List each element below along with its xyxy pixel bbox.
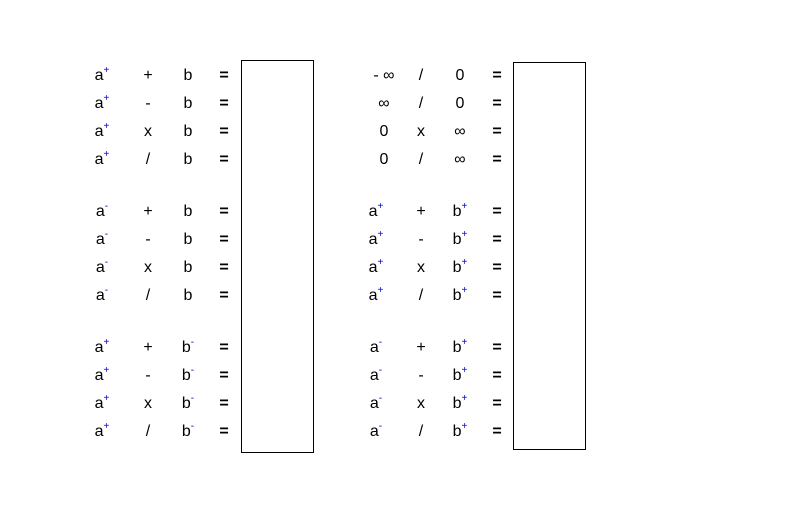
operand-b: b+ — [452, 228, 468, 248]
operator: + — [416, 203, 426, 220]
equals-sign: = — [492, 287, 502, 304]
operator: - — [145, 367, 151, 384]
operand-b: b — [183, 123, 193, 140]
equals-sign: = — [492, 67, 502, 84]
equals-sign: = — [492, 339, 502, 356]
operand-b: b — [183, 95, 193, 112]
operand-b: 0 — [455, 67, 465, 84]
operand-a: ∞ — [378, 95, 390, 112]
operator: + — [143, 67, 153, 84]
operand-b: b+ — [452, 284, 468, 304]
equals-sign: = — [492, 151, 502, 168]
equals-sign: = — [492, 95, 502, 112]
operand-a: a+ — [94, 364, 110, 384]
operand-a: a+ — [94, 120, 110, 140]
operator: / — [145, 151, 151, 168]
operand-a: - ∞ — [373, 67, 395, 84]
operand-a: 0 — [379, 123, 389, 140]
operand-b: b- — [181, 420, 195, 440]
operator: + — [143, 339, 153, 356]
equals-sign: = — [219, 231, 229, 248]
operator: x — [417, 395, 425, 412]
operand-b: ∞ — [454, 123, 466, 140]
equals-sign: = — [219, 339, 229, 356]
operator: / — [418, 423, 424, 440]
equals-sign: = — [492, 395, 502, 412]
equals-sign: = — [219, 423, 229, 440]
operand-b: b — [183, 151, 193, 168]
operand-b: b- — [181, 336, 195, 356]
operator: + — [143, 203, 153, 220]
operator: - — [145, 231, 151, 248]
equals-sign: = — [219, 259, 229, 276]
operand-b: b — [183, 67, 193, 84]
equals-sign: = — [219, 287, 229, 304]
operator: x — [144, 259, 152, 276]
operator: / — [418, 67, 424, 84]
operand-b: b — [183, 287, 193, 304]
equals-sign: = — [219, 67, 229, 84]
operator: x — [144, 395, 152, 412]
equals-sign: = — [492, 231, 502, 248]
operand-b: b+ — [452, 336, 468, 356]
operand-b: b- — [181, 364, 195, 384]
equals-sign: = — [219, 395, 229, 412]
equals-sign: = — [492, 367, 502, 384]
operator: / — [418, 95, 424, 112]
operand-b: b — [183, 203, 193, 220]
equals-sign: = — [219, 203, 229, 220]
equals-sign: = — [492, 123, 502, 140]
operand-a: a- — [369, 392, 383, 412]
operand-a: a- — [369, 364, 383, 384]
operand-a: a+ — [368, 228, 384, 248]
operator: / — [418, 287, 424, 304]
right-answer-box[interactable] — [513, 62, 586, 450]
operator: - — [418, 231, 424, 248]
operator: / — [145, 423, 151, 440]
operand-b: b+ — [452, 200, 468, 220]
operand-b: b+ — [452, 392, 468, 412]
operand-a: 0 — [379, 151, 389, 168]
operand-b: b — [183, 259, 193, 276]
equals-sign: = — [492, 259, 502, 276]
operator: x — [417, 259, 425, 276]
operand-b: b- — [181, 392, 195, 412]
operand-a: a+ — [94, 336, 110, 356]
operand-a: a+ — [94, 92, 110, 112]
operand-a: a+ — [94, 420, 110, 440]
operand-b: b+ — [452, 364, 468, 384]
operand-a: a- — [95, 284, 109, 304]
operator: / — [145, 287, 151, 304]
operand-a: a+ — [368, 256, 384, 276]
operator: x — [144, 123, 152, 140]
operand-a: a- — [369, 420, 383, 440]
equals-sign: = — [492, 203, 502, 220]
operator: - — [145, 95, 151, 112]
operator: + — [416, 339, 426, 356]
operand-b: b+ — [452, 420, 468, 440]
operand-b: ∞ — [454, 151, 466, 168]
operand-b: 0 — [455, 95, 465, 112]
equals-sign: = — [219, 367, 229, 384]
equals-sign: = — [219, 123, 229, 140]
operand-a: a- — [95, 200, 109, 220]
operand-a: a+ — [94, 148, 110, 168]
operand-b: b+ — [452, 256, 468, 276]
equals-sign: = — [219, 95, 229, 112]
operand-a: a+ — [94, 64, 110, 84]
operand-a: a+ — [94, 392, 110, 412]
operand-b: b — [183, 231, 193, 248]
operator: x — [417, 123, 425, 140]
operand-a: a- — [95, 228, 109, 248]
operator: - — [418, 367, 424, 384]
operand-a: a- — [95, 256, 109, 276]
operand-a: a+ — [368, 284, 384, 304]
equals-sign: = — [219, 151, 229, 168]
operator: / — [418, 151, 424, 168]
operand-a: a+ — [368, 200, 384, 220]
operand-a: a- — [369, 336, 383, 356]
equals-sign: = — [492, 423, 502, 440]
